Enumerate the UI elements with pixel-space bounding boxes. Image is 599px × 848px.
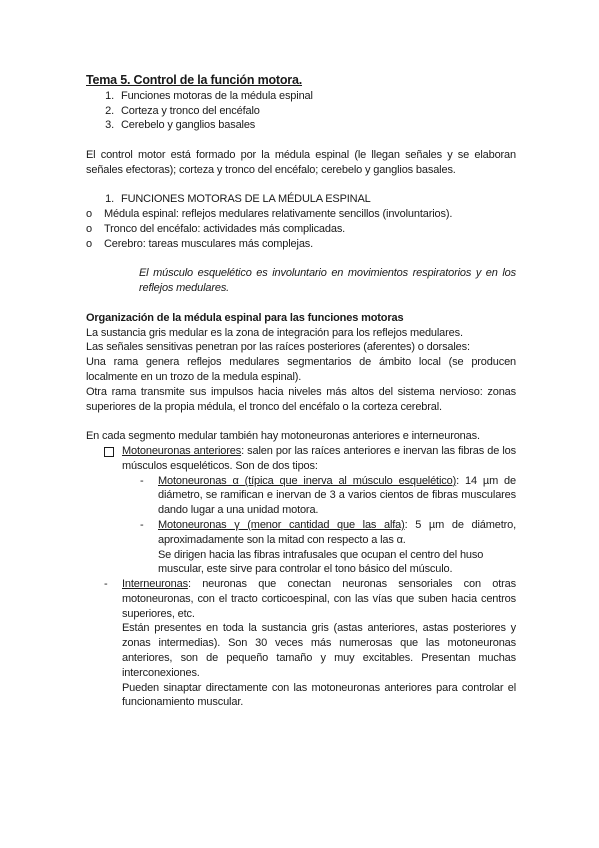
paragraph: Pueden sinaptar directamente con las motoneuronas anteriores para controlar el funcionamiento muscular. <box>122 681 516 709</box>
list-item <box>86 222 516 237</box>
bullet-marker: o <box>86 208 92 221</box>
paragraph: Una rama genera reflejos medulares segmentarios de ámbito local (se producen localmente en un trozo de la medula espinal). <box>86 356 516 383</box>
section-heading <box>86 192 516 207</box>
bullet-marker: o <box>86 222 92 235</box>
bullet-text: Médula espinal: reflejos medulares relativamente sencillos (involuntarios). <box>104 208 453 221</box>
dash-marker: - <box>104 578 108 591</box>
alpha-item <box>140 474 516 518</box>
definition: : 5 µm de diámetro, aproximadamente son la mitad con respecto a las α. <box>158 518 516 546</box>
toc-number: 1. <box>105 89 114 102</box>
term: Motoneuronas γ (menor cantidad que las alfa) <box>158 518 405 531</box>
dash-marker: - <box>140 518 144 531</box>
intro-paragraph: El control motor está formado por la médula espinal (le llegan señales y se elaboran señales efectoras); corteza y tronco del encéfalo; cerebelo y ganglios basales. <box>86 148 516 176</box>
section-title: FUNCIONES MOTORAS DE LA MÉDULA ESPINAL <box>121 193 371 206</box>
toc-text: Funciones motoras de la médula espinal <box>121 89 313 102</box>
dash-marker: - <box>140 474 144 487</box>
bullet-marker: o <box>86 237 92 250</box>
motoneuronas-item <box>104 444 516 474</box>
toc-text: Cerebelo y ganglios basales <box>121 119 256 132</box>
checkbox-bullet-icon <box>104 447 114 457</box>
table-of-contents <box>86 89 516 133</box>
paragraph: Las señales sensitivas penetran por las raíces posteriores (aferentes) o dorsales: <box>86 341 470 354</box>
toc-number: 2. <box>105 104 114 117</box>
document-body <box>86 73 516 710</box>
toc-item <box>86 89 516 104</box>
section-number: 1. <box>105 193 114 206</box>
toc-number: 3. <box>105 119 114 132</box>
document-title: Tema 5. Control de la función motora. <box>86 73 303 87</box>
interneuronas-item <box>104 577 516 710</box>
gamma-item <box>140 518 516 548</box>
list-item <box>86 207 516 222</box>
term: Motoneuronas anteriores <box>122 444 242 457</box>
toc-item <box>86 118 516 133</box>
paragraph: Otra rama transmite sus impulsos hacia niveles más altos del sistema nervioso: zonas superiores de la propia médula, el tronco del encéfalo o la corteza cerebral. <box>86 385 516 413</box>
toc-item <box>86 104 516 119</box>
section-bullets <box>86 207 516 251</box>
toc-text: Corteza y tronco del encéfalo <box>121 104 260 117</box>
term: Interneuronas <box>122 578 188 591</box>
list-item <box>86 237 516 252</box>
paragraph: Se dirigen hacia las fibras intrafusales que ocupan el centro del huso muscular, este sirve para controlar el tono básico del músculo. <box>158 548 484 576</box>
paragraph: Están presentes en toda la sustancia gris (astas anteriores, astas posteriores y zonas intermedias). Son 30 veces más numerosas que las motoneuronas anteriores, son de pequeño tamaño y muy excitables. Presentan muchas interconexiones. <box>122 622 516 679</box>
definition: : 14 µm de diámetro, se ramifican e inervan de 3 a varios cientos de fibras musculares dando lugar a una unidad motora. <box>158 474 516 517</box>
definition: : neuronas que conectan neuronas sensoriales con otras motoneuronas, con el tracto corticoespinal, con las vías que suben hacia centros superiores, etc. <box>122 578 516 620</box>
term: Motoneuronas α (típica que inerva al músculo esquelético) <box>158 474 457 487</box>
italic-note: El músculo esquelético es involuntario en movimientos respiratorios y en los reflejos medulares. <box>139 267 516 295</box>
subsection-heading: Organización de la médula espinal para las funciones motoras <box>86 311 404 324</box>
bullet-text: Tronco del encéfalo: actividades más complicadas. <box>104 222 346 235</box>
bullet-text: Cerebro: tareas musculares más complejas. <box>104 237 314 250</box>
paragraph: La sustancia gris medular es la zona de integración para los reflejos medulares. <box>86 326 463 339</box>
definition: : salen por las raíces anteriores e inervan las fibras de los músculos esqueléticos. Son de dos tipos: <box>122 444 516 472</box>
paragraph: En cada segmento medular también hay motoneuronas anteriores e interneuronas. <box>86 430 480 443</box>
